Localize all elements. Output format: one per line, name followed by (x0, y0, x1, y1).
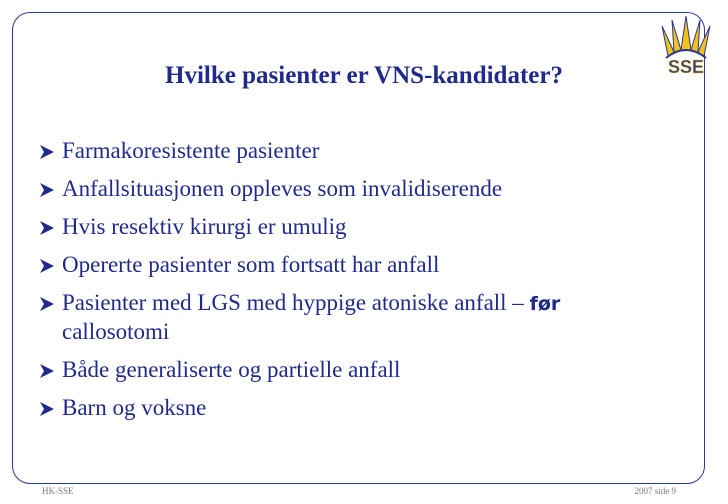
bullet-text: Pasienter med LGS med hyppige atoniske anfall – (62, 290, 530, 315)
bullet-list (36, 137, 696, 432)
list-item (36, 394, 696, 422)
bullet-text: Hvis resektiv kirurgi er umulig (62, 214, 347, 239)
logo-text: SSE (667, 57, 705, 76)
bullet-text: Anfallsituasjonen oppleves som invalidiserende (62, 176, 503, 201)
arrow-bullet-icon (36, 213, 60, 241)
bullet-continuation: callosotomi (62, 319, 170, 344)
bullet-text: Opererte pasienter som fortsatt har anfall (62, 252, 440, 277)
list-item (36, 137, 696, 165)
bullet-text: Både generaliserte og partielle anfall (62, 357, 401, 382)
arrow-bullet-icon (36, 289, 60, 317)
bullet-text: Farmakoresistente pasienter (62, 138, 320, 163)
list-item (36, 175, 696, 203)
list-item (36, 356, 696, 384)
bullet-text-multiline (62, 289, 696, 346)
footer-page-number: 2007 side 9 (634, 486, 676, 496)
arrow-bullet-icon (36, 175, 60, 203)
arrow-bullet-icon (36, 251, 60, 279)
list-item (36, 213, 696, 241)
bullet-emphasis: før (529, 293, 561, 315)
arrow-bullet-icon (36, 356, 60, 384)
arrow-bullet-icon (36, 137, 60, 165)
arrow-bullet-icon (36, 394, 60, 422)
list-item (36, 289, 696, 346)
footer-left: HK-SSE (42, 486, 74, 496)
slide-title: Hvilke pasienter er VNS-kandidater? (165, 62, 563, 89)
list-item (36, 251, 696, 279)
bullet-text: Barn og voksne (62, 395, 207, 420)
